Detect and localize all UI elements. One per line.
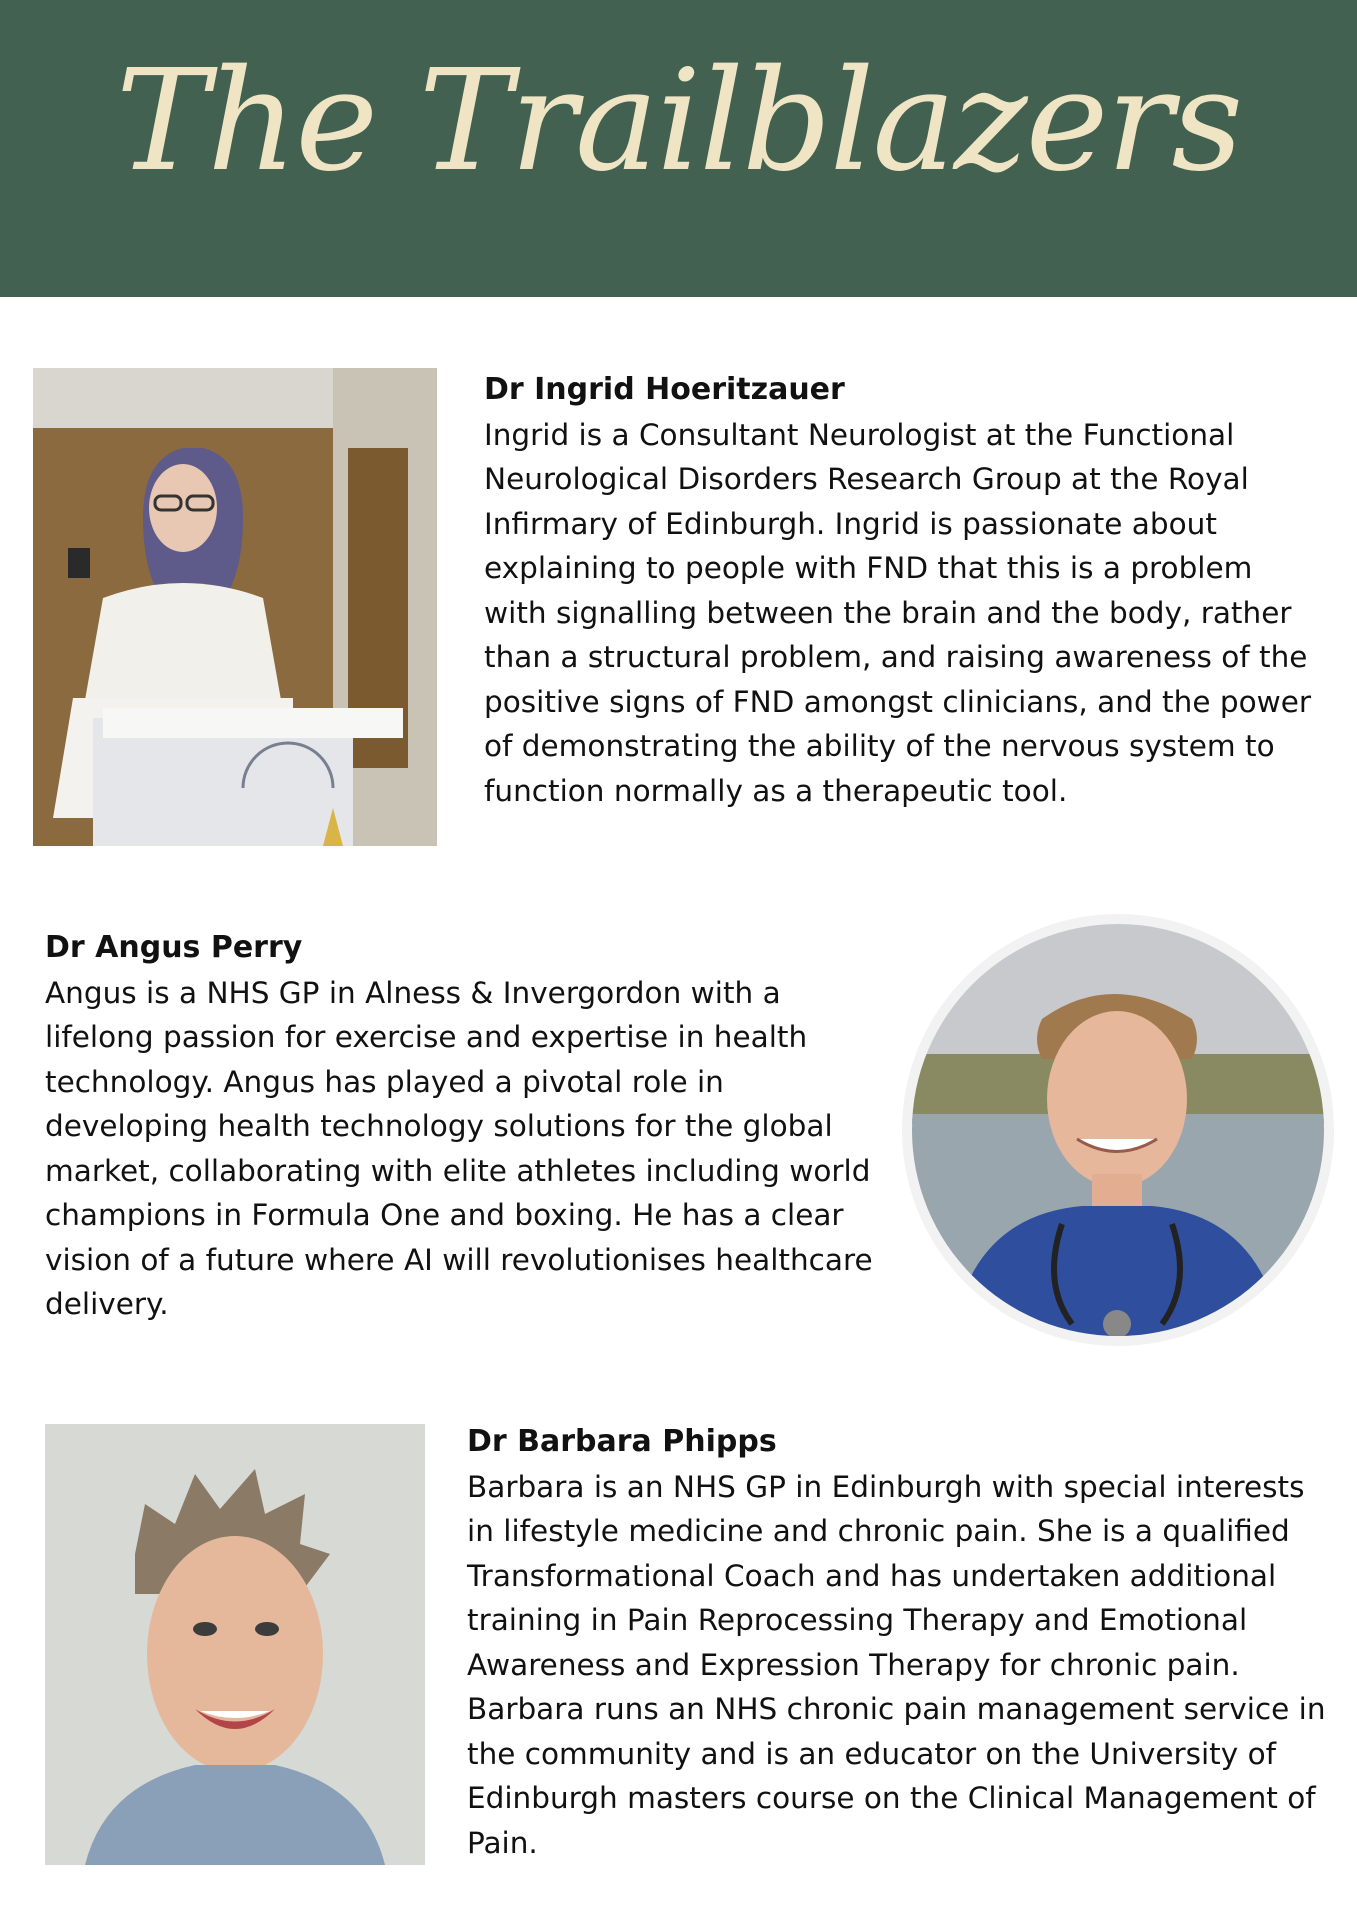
header-band xyxy=(0,0,1357,297)
page-title: The Trailblazers xyxy=(115,40,1242,203)
profile-photo-ingrid xyxy=(33,368,437,846)
profile-photo-angus xyxy=(912,924,1324,1336)
profile-bio: Barbara is an NHS GP in Edinburgh with special interests in lifestyle medicine and chronic pain. She is a qualified Transformational Coach and has undertaken additional training in Pain Reprocessing Therapy and Emotional Awareness and Expression Therapy for chronic pain. Barbara runs an NHS chronic pain management service in the community and is an educator on the University of Edinburgh masters course on the Clinical Management of Pain. xyxy=(467,1469,1326,1860)
profile-name: Dr Angus Perry xyxy=(45,930,303,965)
profile-ingrid xyxy=(484,368,1314,813)
profile-bio: Angus is a NHS GP in Alness & Invergordon with a lifelong passion for exercise and expertise in health technology. Angus has played a pivotal role in developing health technology solutions for the global market, collaborating with elite athletes including world champions in Formula One and boxing. He has a clear vision of a future where AI will revolutionises healthcare delivery. xyxy=(45,975,873,1321)
profile-photo-barbara xyxy=(45,1424,425,1865)
profile-name: Dr Barbara Phipps xyxy=(467,1424,777,1459)
profile-angus xyxy=(45,926,895,1327)
profile-name: Dr Ingrid Hoeritzauer xyxy=(484,372,845,407)
profile-barbara xyxy=(467,1420,1327,1865)
profile-bio: Ingrid is a Consultant Neurologist at the Functional Neurological Disorders Research Group at the Royal Infirmary of Edinburgh. Ingrid is passionate about explaining to people with FND that this is a problem with signalling between the brain and the body, rather than a structural problem, and raising awareness of the positive signs of FND amongst clinicians, and the power of demonstrating the ability of the nervous system to function normally as a therapeutic tool. xyxy=(484,417,1312,808)
